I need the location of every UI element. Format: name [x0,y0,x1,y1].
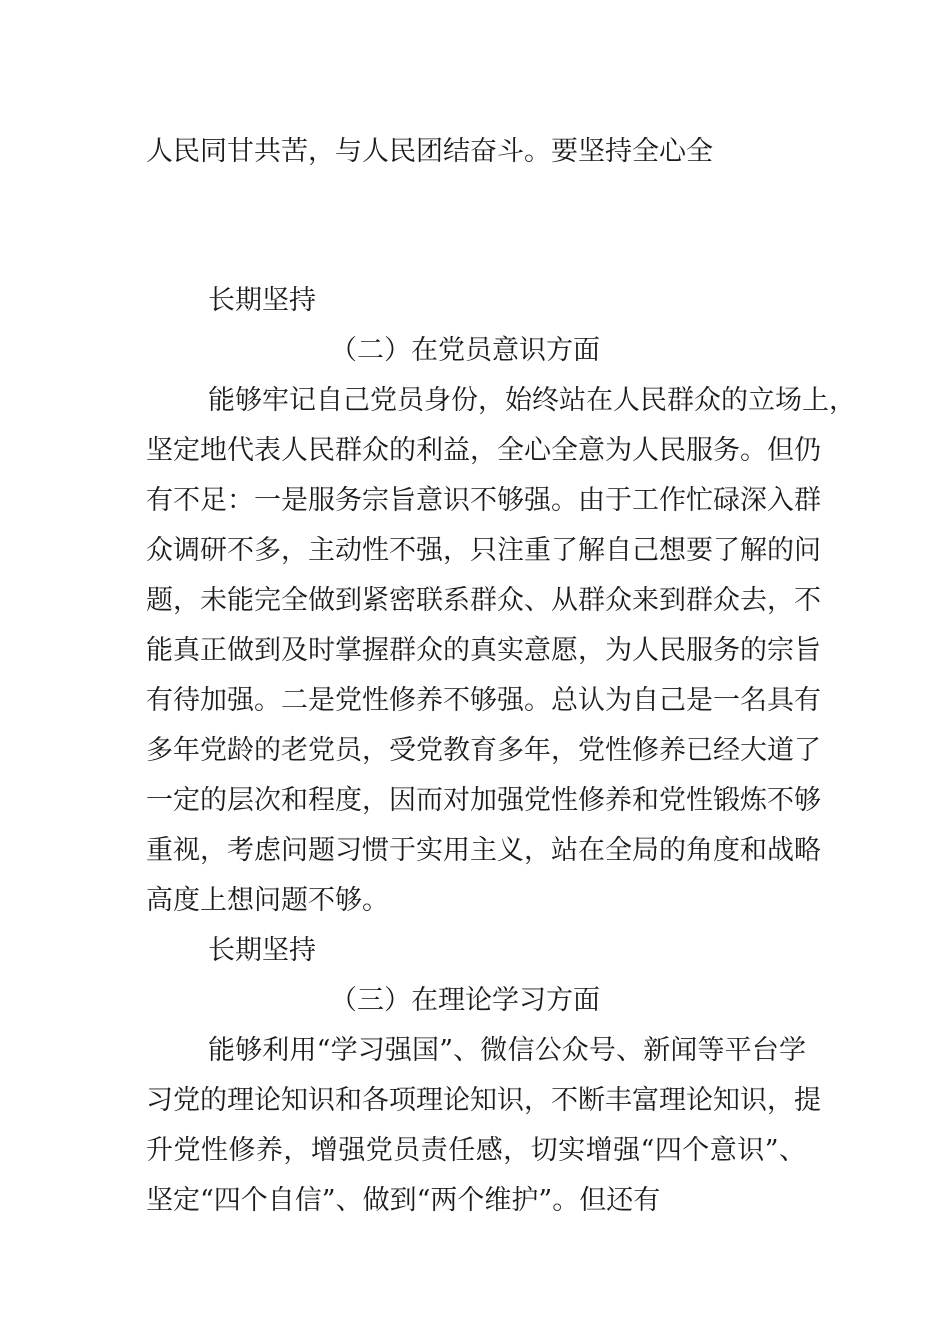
note-text: 长期坚持 [208,935,316,966]
paragraph-line: 升党性修养，增强党员责任感，切实增强“四个意识”、 [146,1135,806,1166]
note-text: 长期坚持 [208,285,316,316]
paragraph-line: 众调研不多，主动性不强，只注重了解自己想要了解的问 [146,535,821,566]
paragraph-line: 习党的理论知识和各项理论知识，不断丰富理论知识，提 [146,1085,821,1116]
paragraph-line: 题，未能完全做到紧密联系群众、从群众来到群众去，不 [146,585,821,616]
paragraph-line: 重视，考虑问题习惯于实用主义，站在全局的角度和战略 [146,835,821,866]
paragraph-line: 能够牢记自己党员身份，始终站在人民群众的立场上， [208,385,856,416]
paragraph-line: 高度上想问题不够。 [146,885,389,916]
paragraph-line: 有不足：一是服务宗旨意识不够强。由于工作忙碌深入群 [146,485,821,516]
paragraph-line: 能够利用“学习强国”、微信公众号、新闻等平台学 [208,1035,806,1066]
paragraph-line: 能真正做到及时掌握群众的真实意愿，为人民服务的宗旨 [146,635,821,666]
paragraph-line: 坚定地代表人民群众的利益，全心全意为人民服务。但仍 [146,435,821,466]
paragraph-line: 有待加强。二是党性修养不够强。总认为自己是一名具有 [146,685,821,716]
section-heading-3: （三）在理论学习方面 [330,985,600,1016]
paragraph-line: 一定的层次和程度，因而对加强党性修养和党性锻炼不够 [146,785,821,816]
paragraph-line: 坚定“四个自信”、做到“两个维护”。但还有 [146,1185,661,1216]
section-heading-2: （二）在党员意识方面 [330,335,600,366]
paragraph-line: 多年党龄的老党员，受党教育多年，党性修养已经大道了 [146,735,821,766]
paragraph-line: 人民同甘共苦，与人民团结奋斗。要坚持全心全 [146,136,713,167]
